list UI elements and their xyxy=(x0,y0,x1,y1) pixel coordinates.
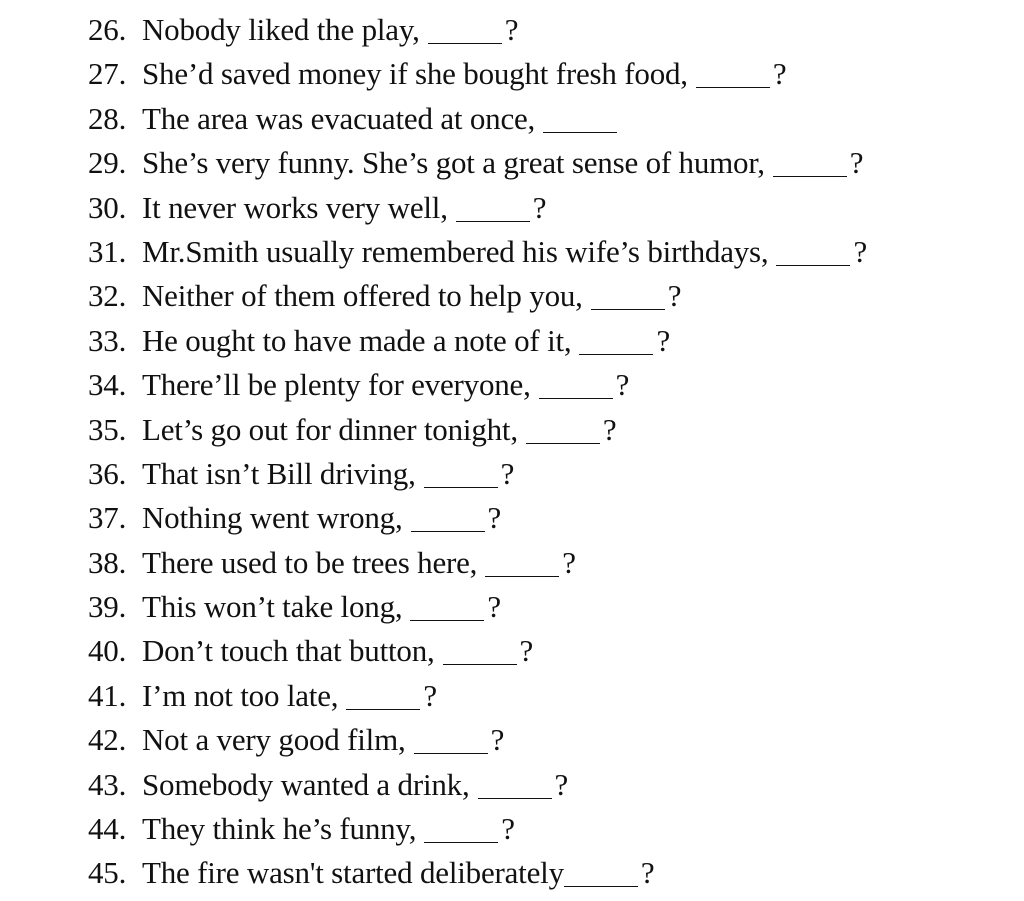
item-text: Nobody liked the play, xyxy=(142,12,420,47)
item-number: 30. xyxy=(88,189,127,225)
exercise-item xyxy=(88,186,988,230)
item-text: That isn’t Bill driving, xyxy=(142,455,416,491)
answer-blank xyxy=(424,461,498,488)
item-number: 44. xyxy=(88,811,127,847)
item-number: 37. xyxy=(88,500,127,536)
item-number: 34. xyxy=(88,367,127,403)
item-number: 31. xyxy=(88,233,127,269)
exercise-item xyxy=(88,408,988,452)
item-number: 42. xyxy=(88,722,127,758)
exercise-item xyxy=(88,141,988,185)
item-end: ? xyxy=(640,855,655,891)
item-end: ? xyxy=(554,766,569,802)
answer-blank xyxy=(543,106,617,133)
item-text: Mr.Smith usually remembered his wife’s birthdays, xyxy=(142,233,769,269)
item-end: ? xyxy=(423,677,437,713)
answer-blank xyxy=(776,239,850,266)
answer-blank xyxy=(478,772,552,799)
item-end: ? xyxy=(487,500,502,536)
answer-blank xyxy=(456,195,530,222)
item-end: ? xyxy=(849,145,864,181)
item-number: 28. xyxy=(88,100,127,136)
item-end: ? xyxy=(490,722,505,758)
item-text: She’s very funny. She’s got a great sense of humor, xyxy=(142,145,765,181)
item-end: ? xyxy=(615,367,630,403)
item-text: He ought to have made a note of it, xyxy=(142,322,572,358)
question-tag-exercise-list xyxy=(88,8,988,896)
item-number: 45. xyxy=(88,855,127,891)
exercise-item xyxy=(88,363,988,407)
item-number: 29. xyxy=(88,145,127,181)
exercise-item xyxy=(88,52,988,96)
item-end: ? xyxy=(504,12,519,47)
item-text: Nothing went wrong, xyxy=(142,500,403,536)
answer-blank xyxy=(696,61,770,88)
answer-blank xyxy=(773,150,847,177)
item-end: ? xyxy=(487,589,501,625)
exercise-item xyxy=(88,629,988,673)
item-text: Somebody wanted a drink, xyxy=(142,766,470,802)
item-number: 43. xyxy=(88,766,127,802)
answer-blank xyxy=(539,372,613,399)
item-number: 33. xyxy=(88,322,127,358)
answer-blank xyxy=(579,328,653,355)
item-number: 40. xyxy=(88,633,127,669)
item-text: The area was evacuated at once, xyxy=(142,100,536,136)
exercise-item xyxy=(88,8,988,52)
exercise-item xyxy=(88,541,988,585)
answer-blank xyxy=(411,505,485,532)
exercise-item xyxy=(88,274,988,318)
exercise-item xyxy=(88,230,988,274)
exercise-item xyxy=(88,452,988,496)
item-number: 41. xyxy=(88,677,127,713)
item-end: ? xyxy=(501,811,515,847)
item-number: 27. xyxy=(88,56,127,92)
item-end: ? xyxy=(656,322,671,358)
answer-blank xyxy=(591,283,665,310)
item-end: ? xyxy=(519,633,534,669)
item-text: They think he’s funny, xyxy=(142,811,417,847)
item-number: 35. xyxy=(88,411,127,447)
item-end: ? xyxy=(667,278,682,314)
exercise-item xyxy=(88,763,988,807)
exercise-item xyxy=(88,674,988,718)
answer-blank xyxy=(564,860,638,887)
item-end: ? xyxy=(532,189,547,225)
answer-blank xyxy=(485,550,559,577)
item-text: There used to be trees here, xyxy=(142,544,478,580)
answer-blank xyxy=(414,727,488,754)
answer-blank xyxy=(410,594,484,621)
exercise-item xyxy=(88,585,988,629)
item-end: ? xyxy=(562,544,576,580)
item-text: Neither of them offered to help you, xyxy=(142,278,583,314)
item-number: 32. xyxy=(88,278,127,314)
answer-blank xyxy=(424,816,498,843)
item-text: She’d saved money if she bought fresh food, xyxy=(142,56,688,92)
answer-blank xyxy=(443,638,517,665)
item-end: ? xyxy=(772,56,787,92)
item-text: There’ll be plenty for everyone, xyxy=(142,367,531,403)
item-text: The fire wasn't started deliberately xyxy=(142,855,564,891)
exercise-item xyxy=(88,851,988,895)
item-end: ? xyxy=(602,411,617,447)
answer-blank xyxy=(428,17,502,44)
item-text: This won’t take long, xyxy=(142,589,403,625)
item-text: It never works very well, xyxy=(142,189,448,225)
answer-blank xyxy=(526,417,600,444)
item-text: I’m not too late, xyxy=(142,677,339,713)
item-end: ? xyxy=(853,233,868,269)
exercise-item xyxy=(88,97,988,141)
exercise-item xyxy=(88,718,988,762)
item-number: 36. xyxy=(88,455,127,491)
answer-blank xyxy=(346,683,420,710)
item-number: 39. xyxy=(88,589,127,625)
item-number: 26. xyxy=(88,12,127,47)
item-number: 38. xyxy=(88,544,127,580)
exercise-item xyxy=(88,319,988,363)
item-text: Not a very good film, xyxy=(142,722,406,758)
exercise-item xyxy=(88,496,988,540)
item-text: Don’t touch that button, xyxy=(142,633,435,669)
item-text: Let’s go out for dinner tonight, xyxy=(142,411,518,447)
item-end: ? xyxy=(500,455,515,491)
exercise-item xyxy=(88,807,988,851)
